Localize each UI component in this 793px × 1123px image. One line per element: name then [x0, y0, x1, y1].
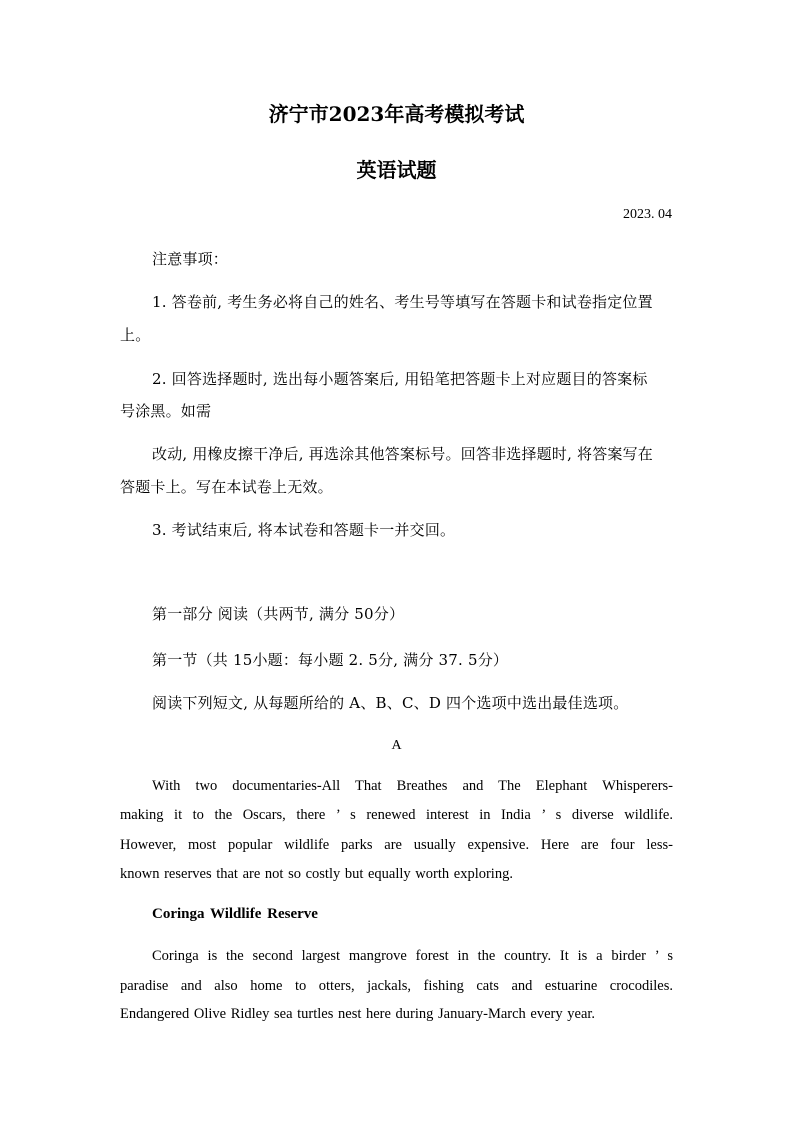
note-item-2-line-1: 2. 回答选择题时, 选出每小题答案后, 用铅笔把答题卡上对应题目的答案标	[152, 370, 648, 388]
reserve-heading-coringa: Coringa Wildlife Reserve	[152, 906, 318, 922]
exam-subtitle: 英语试题	[356, 158, 437, 182]
passage-p1-line-2: making it to the Oscars, there ’ s renewed interest in India ’ s diverse wildlife.	[120, 807, 673, 823]
notes-heading: 注意事项：	[152, 250, 229, 268]
note-item-3: 3. 考试结束后, 将本试卷和答题卡一并交回。	[152, 521, 456, 539]
passage-p2-line-2: paradise and also home to otters, jackals, fishing cats and estuarine crocodiles.	[120, 978, 673, 994]
exam-title: 济宁市2023年高考模拟考试	[268, 102, 525, 126]
note-item-1-line-2: 上。	[120, 326, 151, 344]
part-1-heading: 第一部分 阅读（共两节, 满分 50分）	[152, 605, 405, 623]
reading-instruction: 阅读下列短文, 从每题所给的 A、B、C、D 四个选项中选出最佳选项。	[152, 694, 629, 712]
passage-p2-line-3: Endangered Olive Ridley sea turtles nest here during January-March every year.	[120, 1006, 596, 1022]
note-item-2-line-4: 答题卡上。写在本试卷上无效。	[120, 478, 333, 496]
section-1-heading: 第一节（共 15小题：每小题 2. 5分, 满分 37. 5分）	[152, 651, 509, 669]
note-item-2-line-3: 改动, 用橡皮擦干净后, 再选涂其他答案标号。回答非选择题时, 将答案写在	[152, 445, 654, 463]
passage-p2-line-1: Coringa is the second largest mangrove forest in the country. It is a birder ’ s	[152, 948, 673, 964]
note-item-2-line-2: 号涂黑。如需	[120, 402, 212, 420]
exam-date: 2023. 04	[623, 207, 672, 222]
passage-p1-line-3: However, most popular wildlife parks are usually expensive. Here are four less-	[120, 837, 673, 853]
passage-label: A	[391, 738, 402, 753]
note-item-1-line-1: 1. 答卷前, 考生务必将自己的姓名、考生号等填写在答题卡和试卷指定位置	[152, 293, 653, 311]
passage-p1-line-4: known reserves that are not so costly but equally worth exploring.	[120, 866, 513, 882]
passage-p1-line-1: With two documentaries-All That Breathes and The Elephant Whisperers-	[152, 778, 673, 794]
